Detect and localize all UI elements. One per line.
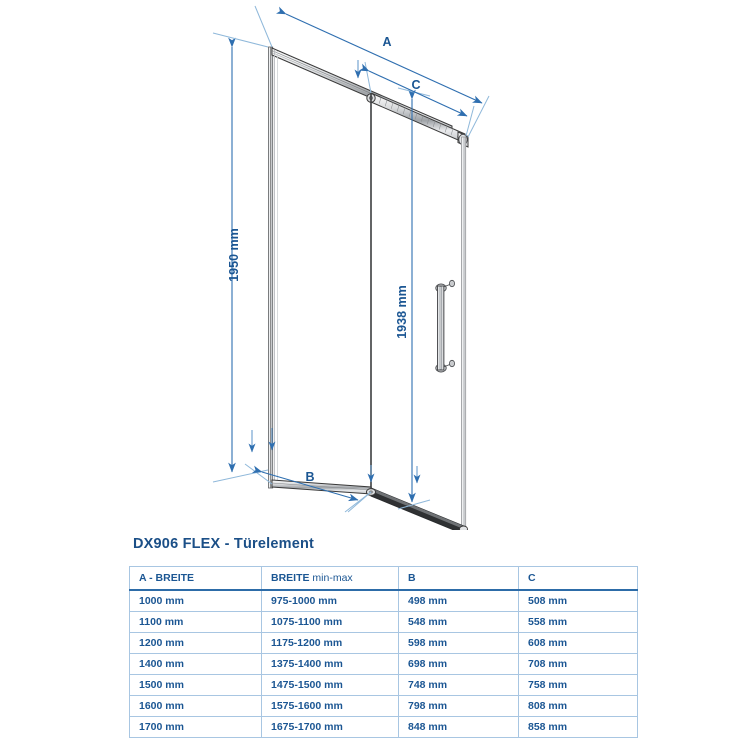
dim-1938-label: 1938 mm xyxy=(395,285,409,339)
table-body xyxy=(130,590,638,738)
col-header-breite-main: BREITE xyxy=(271,572,313,584)
cell-b: 748 mm xyxy=(399,675,519,696)
wall-profile-left xyxy=(269,47,273,488)
cell-c: 558 mm xyxy=(519,612,638,633)
col-header-a-breite: A - BREITE xyxy=(130,567,262,591)
sliding-glass-panel xyxy=(371,90,465,530)
dim-a-label: A xyxy=(382,35,392,49)
col-header-breite-sub: min-max xyxy=(312,572,353,584)
cell-c: 608 mm xyxy=(519,633,638,654)
cell-breite: 1175-1200 mm xyxy=(262,633,399,654)
page-title: DX906 FLEX - Türelement xyxy=(133,536,315,552)
col-header-breite-minmax xyxy=(262,567,399,591)
dim-1950-label: 1950 mm xyxy=(227,228,241,282)
cell-breite: 1575-1600 mm xyxy=(262,696,399,717)
cell-b: 498 mm xyxy=(399,590,519,612)
cell-c: 708 mm xyxy=(519,654,638,675)
table-row xyxy=(130,654,638,675)
cell-c: 808 mm xyxy=(519,696,638,717)
cell-breite: 1675-1700 mm xyxy=(262,717,399,738)
cell-b: 698 mm xyxy=(399,654,519,675)
cell-a: 1600 mm xyxy=(130,696,262,717)
cell-b: 548 mm xyxy=(399,612,519,633)
cell-a: 1200 mm xyxy=(130,633,262,654)
col-header-b: B xyxy=(399,567,519,591)
table-row xyxy=(130,717,638,738)
cell-a: 1500 mm xyxy=(130,675,262,696)
table-row xyxy=(130,633,638,654)
cell-breite: 1375-1400 mm xyxy=(262,654,399,675)
cell-a: 1100 mm xyxy=(130,612,262,633)
table-row xyxy=(130,590,638,612)
cell-b: 798 mm xyxy=(399,696,519,717)
cell-c: 508 mm xyxy=(519,590,638,612)
table-row xyxy=(130,696,638,717)
dimensions-table xyxy=(129,566,638,738)
cell-breite: 1075-1100 mm xyxy=(262,612,399,633)
table-row xyxy=(130,675,638,696)
col-header-c: C xyxy=(519,567,638,591)
cell-a: 1700 mm xyxy=(130,717,262,738)
table-row xyxy=(130,612,638,633)
fixed-glass-panel xyxy=(272,47,371,492)
cell-c: 758 mm xyxy=(519,675,638,696)
cell-a: 1400 mm xyxy=(130,654,262,675)
cell-c: 858 mm xyxy=(519,717,638,738)
dim-b-label: B xyxy=(305,470,315,484)
cell-b: 598 mm xyxy=(399,633,519,654)
cell-a: 1000 mm xyxy=(130,590,262,612)
cell-breite: 975-1000 mm xyxy=(262,590,399,612)
cell-breite: 1475-1500 mm xyxy=(262,675,399,696)
table-header-row xyxy=(130,567,638,591)
dim-c-label: C xyxy=(411,78,421,92)
cell-b: 848 mm xyxy=(399,717,519,738)
dimension-height-outer xyxy=(213,33,268,482)
